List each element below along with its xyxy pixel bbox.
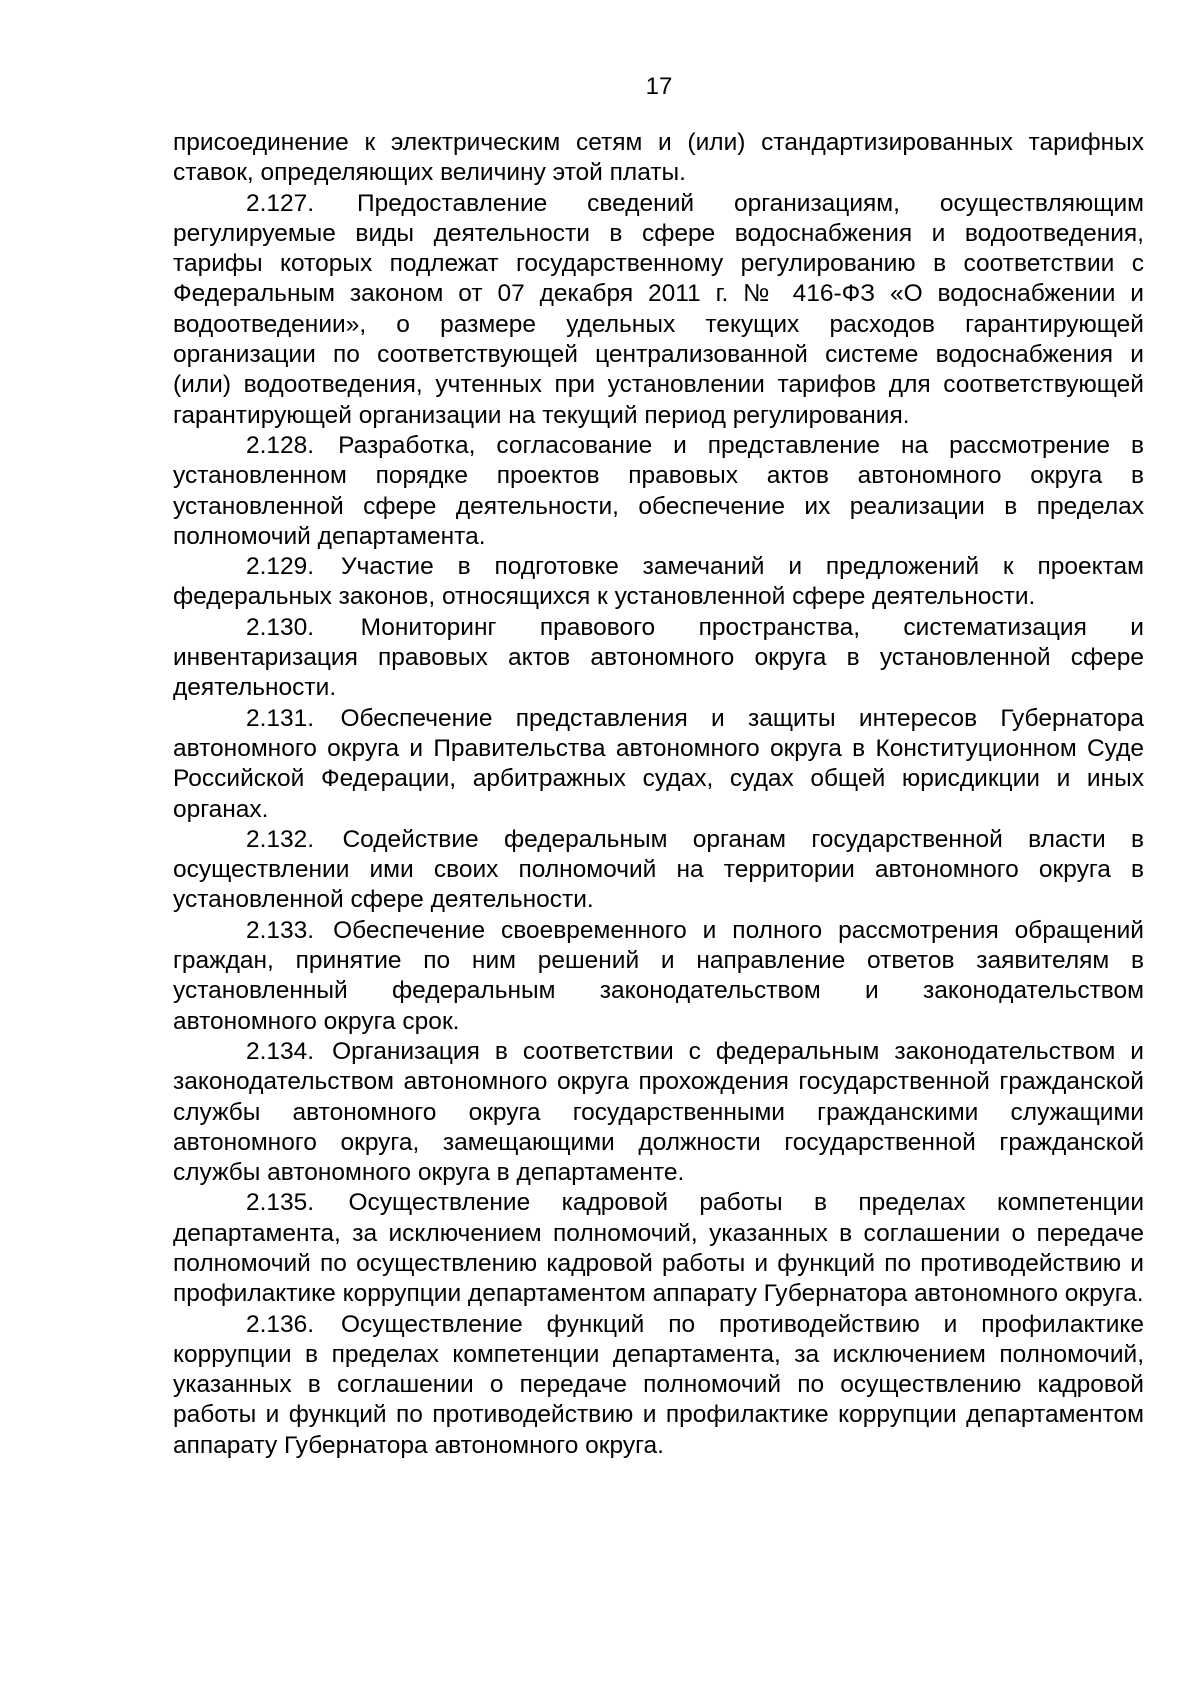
paragraph-2-128: [173, 431, 1144, 552]
paragraph-number: 2.132.: [246, 825, 315, 853]
paragraph-number: 2.133.: [246, 916, 315, 944]
paragraph-text: Организация в соответствии с федеральным законодательством и законодательством автономного округа прохождения государственной гражданской службы автономного округа государственными гражданскими служащими автономного округа, замещающими должности государственной гражданской службы автономного округа в департаменте.: [173, 1037, 1144, 1187]
paragraph-number: 2.127.: [246, 189, 315, 217]
paragraph-continuation: [173, 128, 1144, 189]
paragraph-text: Осуществление кадровой работы в пределах компетенции департамента, за исключением полномочий, указанных в соглашении о передаче полномочий по осуществлению кадровой работы и функций по противодействию и профилактике коррупции департаментом аппарату Губернатора автономного округа.: [173, 1189, 1144, 1308]
paragraph-number: 2.128.: [246, 431, 315, 459]
paragraph-text: Содействие федеральным органам государственной власти в осуществлении ими своих полномочий на территории автономного округа в установленной сфере деятельности.: [173, 825, 1144, 914]
paragraph-text: Разработка, согласование и представление на рассмотрение в установленном порядке проектов правовых актов автономного округа в установленной сфере деятельности, обеспечение их реализации в пределах полномочий департамента.: [173, 431, 1145, 550]
paragraph-2-127: [173, 189, 1144, 431]
paragraph-2-132: [173, 825, 1144, 916]
paragraph-text: Предоставление сведений организациям, осуществляющим регулируемые виды деятельности в сфере водоснабжения и водоотведения, тарифы которых подлежат государственному регулированию в соответствии с Федеральным законом от 07 декабря 2011 г. № 416-ФЗ «О водоснабжении и водоотведении», о размере удельных текущих расходов гарантирующей организации по соответствующей централизованной системе водоснабжения и (или) водоотведения, учтенных при установлении тарифов для соответствующей гарантирующей организации на текущий период регулирования.: [173, 189, 1144, 429]
paragraph-text: Участие в подготовке замечаний и предложений к проектам федеральных законов, относящихся к установленной сфере деятельности.: [173, 553, 1145, 611]
paragraph-number: 2.131.: [246, 704, 315, 732]
paragraph-text: присоединение к электрическим сетям и (или) стандартизированных тарифных ставок, определяющих величину этой платы.: [173, 129, 1144, 187]
paragraph-number: 2.136.: [246, 1310, 315, 1338]
page-number: 17: [645, 73, 673, 100]
paragraph-2-136: [173, 1310, 1144, 1461]
paragraph-2-134: [173, 1037, 1144, 1188]
paragraph-number: 2.134.: [246, 1037, 315, 1065]
paragraph-2-129: [173, 552, 1144, 613]
paragraph-text: Мониторинг правового пространства, систематизация и инвентаризация правовых актов автономного округа в установленной сфере деятельности.: [173, 613, 1144, 702]
paragraph-text: Осуществление функций по противодействию и профилактике коррупции в пределах компетенции департамента, за исключением полномочий, указанных в соглашении о передаче полномочий по осуществлению кадровой работы и функций по противодействию и профилактике коррупции департаментом аппарату Губернатора автономного округа.: [173, 1310, 1145, 1459]
paragraph-number: 2.129.: [246, 553, 315, 581]
document-body: [173, 128, 1144, 1461]
paragraph-text: Обеспечение своевременного и полного рассмотрения обращений граждан, принятие по ним решений и направление ответов заявителям в установленный федеральным законодательством и законодательством автономного округа срок.: [173, 916, 1144, 1035]
paragraph-2-135: [173, 1188, 1144, 1309]
paragraph-2-131: [173, 704, 1144, 825]
paragraph-2-130: [173, 613, 1144, 704]
paragraph-text: Обеспечение представления и защиты интересов Губернатора автономного округа и Правительства автономного округа в Конституционном Суде Российской Федерации, арбитражных судах, судах общей юрисдикции и иных органах.: [173, 704, 1145, 823]
paragraph-number: 2.130.: [246, 613, 315, 641]
paragraph-number: 2.135.: [246, 1189, 315, 1217]
paragraph-2-133: [173, 916, 1144, 1037]
